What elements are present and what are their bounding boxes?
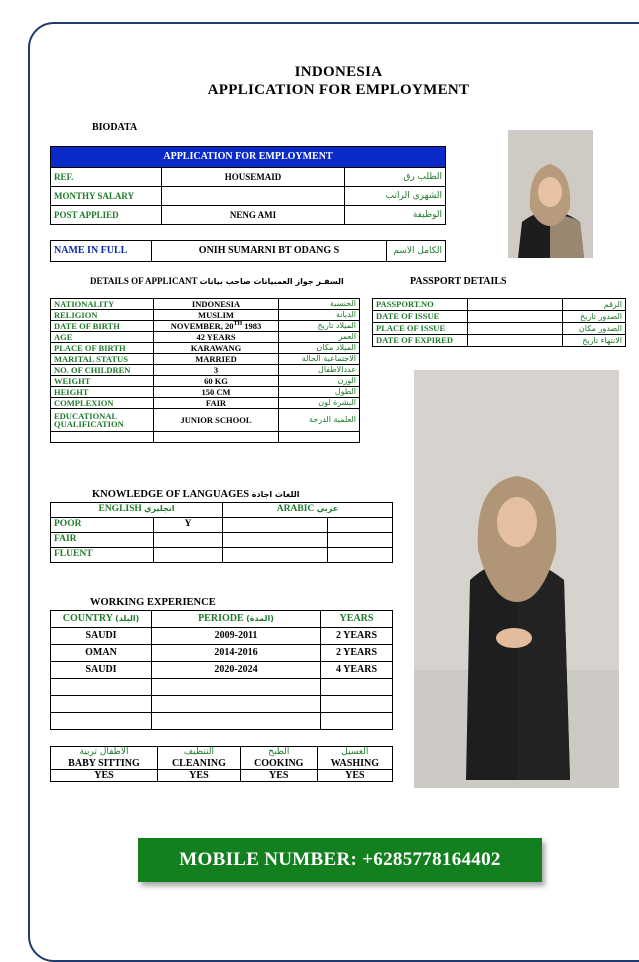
table-row — [51, 662, 393, 679]
detail-arabic: الديانة — [279, 310, 360, 321]
table-row — [51, 299, 360, 310]
detail-value: 150 CM — [154, 387, 279, 398]
language-level: POOR — [51, 518, 154, 533]
detail-arabic: الوزن — [279, 376, 360, 387]
passport-label: DATE OF ISSUE — [373, 311, 468, 323]
table-row — [51, 365, 360, 376]
table-row — [51, 432, 360, 443]
table-row — [51, 533, 393, 548]
empty-cell — [328, 533, 393, 548]
detail-arabic: الاجتماعية الحالة — [279, 354, 360, 365]
empty-cell — [51, 696, 152, 713]
experience-years: 4 YEARS — [321, 662, 393, 679]
table-row — [51, 206, 446, 225]
empty-cell — [279, 432, 360, 443]
experience-period: 2014-2016 — [152, 645, 321, 662]
empty-cell — [321, 679, 393, 696]
detail-label: NO. OF CHILDREN — [51, 365, 154, 376]
english-header: ENGLISH انجليزي — [51, 503, 223, 518]
table-row — [51, 409, 360, 432]
salary-value — [162, 187, 345, 206]
empty-cell — [328, 518, 393, 533]
post-label: POST APPLIED — [51, 206, 162, 225]
detail-label: NATIONALITY — [51, 299, 154, 310]
passport-table — [372, 298, 626, 347]
table-row — [373, 335, 626, 347]
skill-name: WASHING — [317, 758, 392, 770]
period-header: PERIODE (المدة) — [152, 611, 321, 628]
post-arabic: الوظيفة — [345, 206, 446, 225]
table-row — [51, 518, 393, 533]
skill-arabic: الطبخ — [240, 747, 317, 759]
years-header: YEARS — [321, 611, 393, 628]
detail-value: 60 KG — [154, 376, 279, 387]
english-level-value: Y — [154, 518, 223, 533]
passport-value — [468, 299, 563, 311]
detail-label: EDUCATIONAL QUALIFICATION — [51, 409, 154, 432]
table-row — [51, 645, 393, 662]
language-level: FAIR — [51, 533, 154, 548]
experience-country: SAUDI — [51, 628, 152, 645]
skill-value: YES — [240, 770, 317, 782]
arabic-level-value — [223, 533, 328, 548]
table-row — [51, 343, 360, 354]
detail-arabic: عددالاطفال — [279, 365, 360, 376]
detail-arabic: العمر — [279, 332, 360, 343]
english-level-value — [154, 533, 223, 548]
detail-arabic: الميلاد مكان — [279, 343, 360, 354]
document-title: APPLICATION FOR EMPLOYMENT — [207, 82, 470, 98]
detail-label: WEIGHT — [51, 376, 154, 387]
table-row — [51, 376, 360, 387]
passport-value — [468, 311, 563, 323]
empty-cell — [328, 548, 393, 563]
detail-value: 42 YEARS — [154, 332, 279, 343]
biodata-label: BIODATA — [92, 122, 138, 133]
salary-label: MONTHY SALARY — [51, 187, 162, 206]
detail-value: 3 — [154, 365, 279, 376]
arabic-header: ARABIC عربي — [223, 503, 393, 518]
detail-value-text: NOVEMBER, 20 — [170, 321, 234, 332]
detail-value: INDONESIA — [154, 299, 279, 310]
experience-years: 2 YEARS — [321, 628, 393, 645]
detail-label: AGE — [51, 332, 154, 343]
table-row — [51, 310, 360, 321]
language-level: FLUENT — [51, 548, 154, 563]
passport-label: PASSPORT.NO — [373, 299, 468, 311]
empty-cell — [154, 432, 279, 443]
skill-value: YES — [157, 770, 240, 782]
passport-value — [468, 335, 563, 347]
skill-arabic: التنظيف — [157, 747, 240, 759]
skill-name: CLEANING — [157, 758, 240, 770]
passport-label: PLACE OF ISSUE — [373, 323, 468, 335]
table-row — [51, 321, 360, 332]
passport-arabic: الصدور مكان — [563, 323, 626, 335]
experience-period: 2020-2024 — [152, 662, 321, 679]
name-arabic: الكامل الاسم — [387, 241, 446, 262]
experience-title: WORKING EXPERIENCE — [90, 597, 216, 608]
ref-value: HOUSEMAID — [162, 168, 345, 187]
table-row — [51, 187, 446, 206]
table-row — [51, 770, 393, 782]
detail-arabic: الميلاد تاريخ — [279, 321, 360, 332]
detail-arabic: الجنسية — [279, 299, 360, 310]
arabic-level-value — [223, 518, 328, 533]
languages-title: KNOWLEDGE OF LANGUAGES اللغات اجادة — [92, 489, 300, 500]
name-label: NAME IN FULL — [51, 241, 152, 262]
experience-country: OMAN — [51, 645, 152, 662]
table-row — [373, 299, 626, 311]
table-row — [373, 311, 626, 323]
table-row — [51, 758, 393, 770]
detail-value-sup: TH — [233, 321, 243, 328]
arabic-level-value — [223, 548, 328, 563]
mobile-number-banner: MOBILE NUMBER: +6285778164402 — [138, 838, 542, 882]
country-header: COUNTRY (البلد) — [51, 611, 152, 628]
table-row — [373, 323, 626, 335]
table-row — [51, 696, 393, 713]
skill-value: YES — [317, 770, 392, 782]
post-value: NENG AMI — [162, 206, 345, 225]
skill-name: BABY SITTING — [51, 758, 158, 770]
experience-table — [50, 610, 393, 730]
passport-label: DATE OF EXPIRED — [373, 335, 468, 347]
table-row — [51, 387, 360, 398]
applicant-portrait-photo — [508, 130, 593, 258]
table-row — [51, 747, 393, 759]
empty-cell — [321, 713, 393, 730]
detail-label: MARITAL STATUS — [51, 354, 154, 365]
experience-country: SAUDI — [51, 662, 152, 679]
table-row — [51, 332, 360, 343]
empty-cell — [51, 679, 152, 696]
table-row — [51, 713, 393, 730]
detail-label: COMPLEXION — [51, 398, 154, 409]
empty-cell — [152, 679, 321, 696]
table-row — [51, 548, 393, 563]
application-header: APPLICATION FOR EMPLOYMENT — [51, 147, 446, 168]
skill-name: COOKING — [240, 758, 317, 770]
empty-cell — [51, 432, 154, 443]
skill-arabic: الغسيل — [317, 747, 392, 759]
passport-value — [468, 323, 563, 335]
detail-value: MUSLIM — [154, 310, 279, 321]
detail-arabic: الطول — [279, 387, 360, 398]
detail-label: HEIGHT — [51, 387, 154, 398]
details-title: DETAILS OF APPLICANT السفـر جواز العمبيانات صاحب بيانات — [90, 276, 344, 286]
languages-table — [50, 502, 393, 563]
table-row — [51, 398, 360, 409]
detail-arabic: العلمية الدرجة — [279, 409, 360, 432]
detail-value-end: 1983 — [242, 321, 262, 332]
application-table — [50, 146, 446, 225]
detail-value: MARRIED — [154, 354, 279, 365]
table-row — [51, 354, 360, 365]
empty-cell — [152, 696, 321, 713]
applicant-fullbody-photo — [414, 370, 619, 788]
detail-value: JUNIOR SCHOOL — [154, 409, 279, 432]
detail-label: PLACE OF BIRTH — [51, 343, 154, 354]
detail-value — [154, 321, 279, 332]
passport-arabic: الرقم — [563, 299, 626, 311]
empty-cell — [51, 713, 152, 730]
ref-arabic: الطلب رق — [345, 168, 446, 187]
skill-value: YES — [51, 770, 158, 782]
empty-cell — [152, 713, 321, 730]
name-value: ONIH SUMARNI BT ODANG S — [152, 241, 387, 262]
english-level-value — [154, 548, 223, 563]
ref-label: REF. — [51, 168, 162, 187]
passport-arabic: الانتهاء تاريخ — [563, 335, 626, 347]
table-row — [51, 168, 446, 187]
experience-period: 2009-2011 — [152, 628, 321, 645]
experience-years: 2 YEARS — [321, 645, 393, 662]
detail-label: RELIGION — [51, 310, 154, 321]
detail-arabic: البشرة لون — [279, 398, 360, 409]
salary-arabic: الشهري الراتب — [345, 187, 446, 206]
detail-value: FAIR — [154, 398, 279, 409]
skills-table — [50, 746, 393, 782]
detail-value: KARAWANG — [154, 343, 279, 354]
details-table — [50, 298, 360, 443]
passport-title: PASSPORT DETAILS — [410, 276, 507, 287]
skill-arabic: الاطفال تربية — [51, 747, 158, 759]
empty-cell — [321, 696, 393, 713]
table-row — [51, 679, 393, 696]
table-row — [51, 628, 393, 645]
detail-label: DATE OF BIRTH — [51, 321, 154, 332]
country-title: INDONESIA — [294, 64, 383, 80]
name-table — [50, 240, 446, 262]
passport-arabic: الصدور تاريخ — [563, 311, 626, 323]
